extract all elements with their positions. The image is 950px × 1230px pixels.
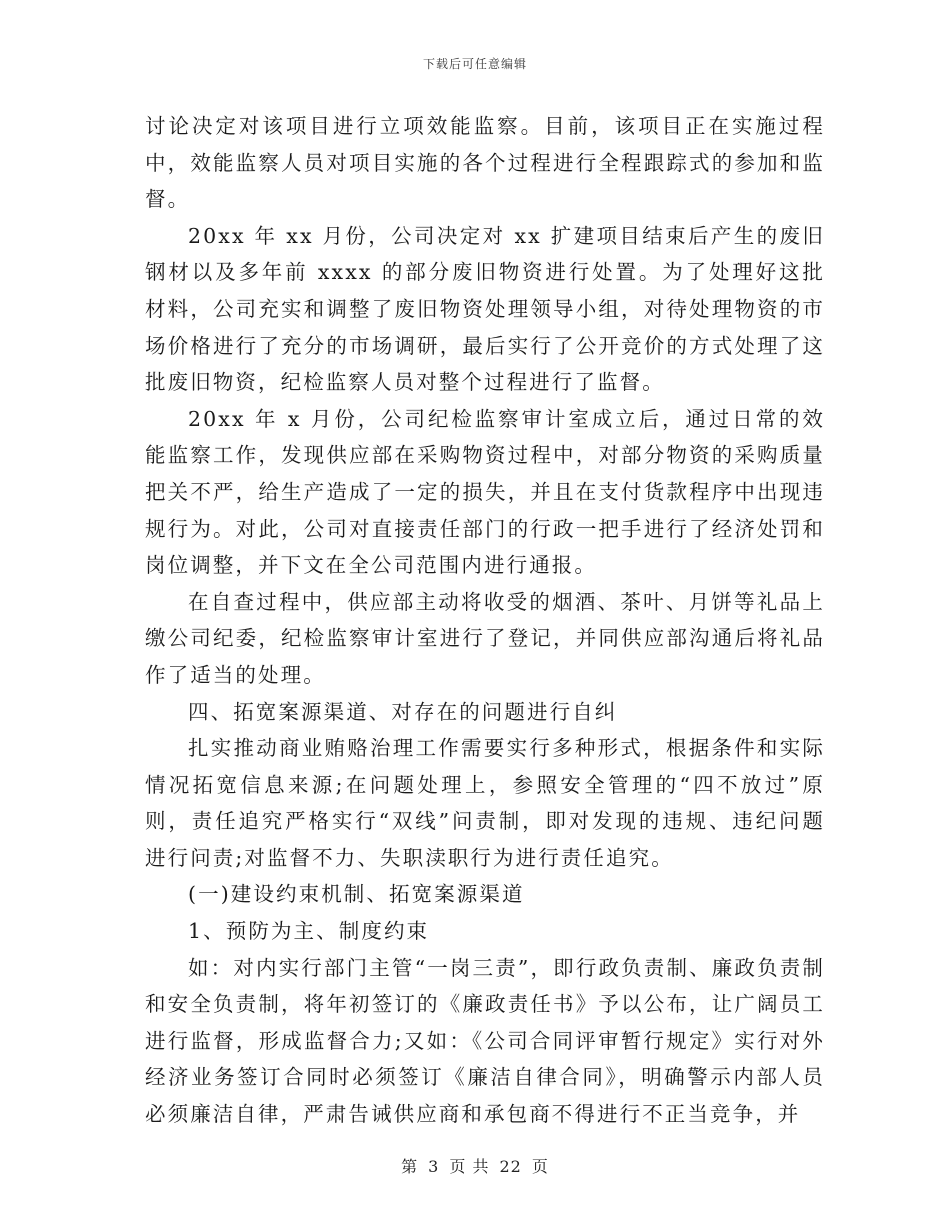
total-pages-number: 22 <box>499 1157 522 1176</box>
paragraph-1: 讨论决定对该项目进行立项效能监察。目前，该项目正在实施过程中，效能监察人员对项目实施的各个过程进行全程跟踪式的参加和监督。 <box>145 114 825 212</box>
footer-middle: 页 共 <box>449 1157 490 1176</box>
subsection-heading-1: (一)建设约束机制、拓宽案源渠道 <box>188 882 525 907</box>
paragraph-6: 如：对内实行部门主管“一岗三责”，即行政负责制、廉政负责制和安全负责制，将年初签订的《廉政责任书》予以公布，让广阔员工进行监督，形成监督合力;又如：《公司合同评审暂行规定》实行对外经济业务签订合同时必须签订《廉洁自律合同》，明确警示内部人员必须廉洁自律，严肃告诫供应商和承包商不得进行不正当竞争，并 <box>145 955 825 1127</box>
page-footer <box>0 1154 950 1177</box>
page-header: 下载后可任意编辑 <box>422 57 527 71</box>
document-body <box>145 108 825 1133</box>
current-page-number: 3 <box>428 1157 440 1176</box>
paragraph-2: 20xx 年 xx 月份，公司决定对 xx 扩建项目结束后产生的废旧钢材以及多年前 xxxx 的部分废旧物资进行处置。为了处理好这批材料，公司充实和调整了废旧物资处理领导小组，对待处理物资的市场价格进行了充分的市场调研，最后实行了公开竞价的方式处理了这批废旧物资，纪检监察人员对整个过程进行了监督。 <box>145 223 825 395</box>
footer-suffix: 页 <box>531 1157 549 1176</box>
paragraph-4: 在自查过程中，供应部主动将收受的烟酒、茶叶、月饼等礼品上缴公司纪委，纪检监察审计室进行了登记，并同供应部沟通后将礼品作了适当的处理。 <box>145 589 825 687</box>
item-heading-1: 1、预防为主、制度约束 <box>188 919 430 944</box>
paragraph-5: 扎实推动商业贿赂治理工作需要实行多种形式，根据条件和实际情况拓宽信息来源;在问题处理上，参照安全管理的“四不放过”原则，责任追究严格实行“双线”问责制，即对发现的违规、违纪问题进行问责;对监督不力、失职渎职行为进行责任追究。 <box>145 736 825 870</box>
section-heading-4: 四、拓宽案源渠道、对存在的问题进行自纠 <box>188 699 618 724</box>
paragraph-3: 20xx 年 x 月份，公司纪检监察审计室成立后，通过日常的效能监察工作，发现供应部在采购物资过程中，对部分物资的采购质量把关不严，给生产造成了一定的损失，并且在支付货款程序中出现违规行为。对此，公司对直接责任部门的行政一把手进行了经济处罚和岗位调整，并下文在全公司范围内进行通报。 <box>145 406 825 578</box>
footer-prefix: 第 <box>401 1157 419 1176</box>
